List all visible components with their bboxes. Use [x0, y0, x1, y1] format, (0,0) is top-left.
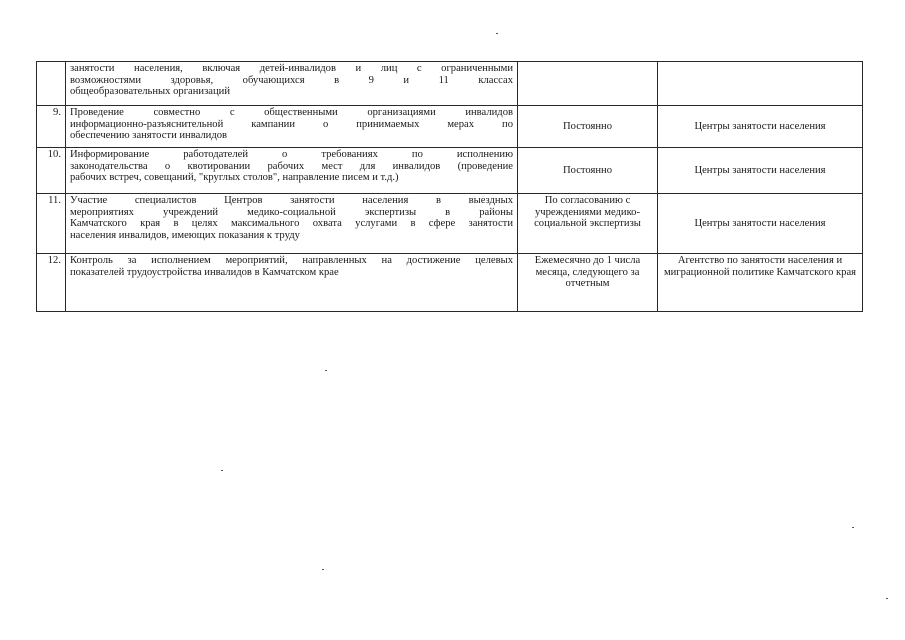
measures-table	[36, 61, 863, 312]
row-number	[37, 62, 66, 106]
text-line: информационно-разъяснительной кампании о принимаемых мерах по	[70, 118, 513, 130]
deadline-cell: По согласованию с учреждениями медико-социальной экспертизы	[518, 194, 658, 254]
measure-text	[66, 254, 518, 312]
text-line: Проведение совместно с общественными организациями инвалидов	[70, 107, 513, 118]
executor-cell: Агентство по занятости населения и миграционной политике Камчатского края	[658, 254, 863, 312]
measure-text	[66, 106, 518, 148]
text-line: рабочих встреч, совещаний, "круглых столов", направление писем и т.д.)	[70, 172, 399, 184]
table-row	[37, 254, 863, 312]
measure-text	[66, 62, 518, 106]
table-row	[37, 148, 863, 194]
row-number: 9.	[37, 106, 66, 148]
measure-text	[66, 148, 518, 194]
executor-cell: Центры занятости населения	[658, 194, 863, 254]
text-line: возможностями здоровья, обучающихся в 9 и 11 классах	[70, 74, 513, 86]
scan-speck	[886, 598, 888, 599]
deadline-cell	[518, 62, 658, 106]
text-line: показателей трудоустройства инвалидов в Камчатском крае	[70, 266, 339, 278]
table-row	[37, 106, 863, 148]
row-number: 12.	[37, 254, 66, 312]
text-line: Участие специалистов Центров занятости населения в выездных	[70, 195, 513, 206]
text-line: Контроль за исполнением мероприятий, направленных на достижение целевых	[70, 255, 513, 266]
scan-speck	[325, 370, 327, 371]
table-row	[37, 62, 863, 106]
text-line: законодательства о квотировании рабочих мест для инвалидов (проведение	[70, 160, 513, 172]
text-line: мероприятиях учреждений медико-социальной экспертизы в районы	[70, 206, 513, 218]
executor-cell: Центры занятости населения	[658, 148, 863, 194]
row-number: 11.	[37, 194, 66, 254]
row-number: 10.	[37, 148, 66, 194]
measure-text	[66, 194, 518, 254]
text-line: общеобразовательных организаций	[70, 86, 230, 98]
text-line: Камчатского края в целях максимального охвата услугами в сфере занятости	[70, 218, 513, 230]
scan-speck	[496, 33, 498, 34]
deadline-cell: Ежемесячно до 1 числа месяца, следующего за отчетным	[518, 254, 658, 312]
executor-cell: Центры занятости населения	[658, 106, 863, 148]
text-line: занятости населения, включая детей-инвалидов и лиц с ограниченными	[70, 63, 513, 74]
scan-speck	[322, 569, 324, 570]
scan-speck	[221, 470, 223, 471]
deadline-cell: Постоянно	[518, 148, 658, 194]
text-line: населения инвалидов, имеющих показания к труду	[70, 229, 300, 241]
executor-cell	[658, 62, 863, 106]
deadline-cell: Постоянно	[518, 106, 658, 148]
scan-speck	[852, 527, 854, 528]
text-line: Информирование работодателей о требованиях по исполнению	[70, 149, 513, 160]
table-row	[37, 194, 863, 254]
text-line: обеспечению занятости инвалидов	[70, 130, 228, 142]
